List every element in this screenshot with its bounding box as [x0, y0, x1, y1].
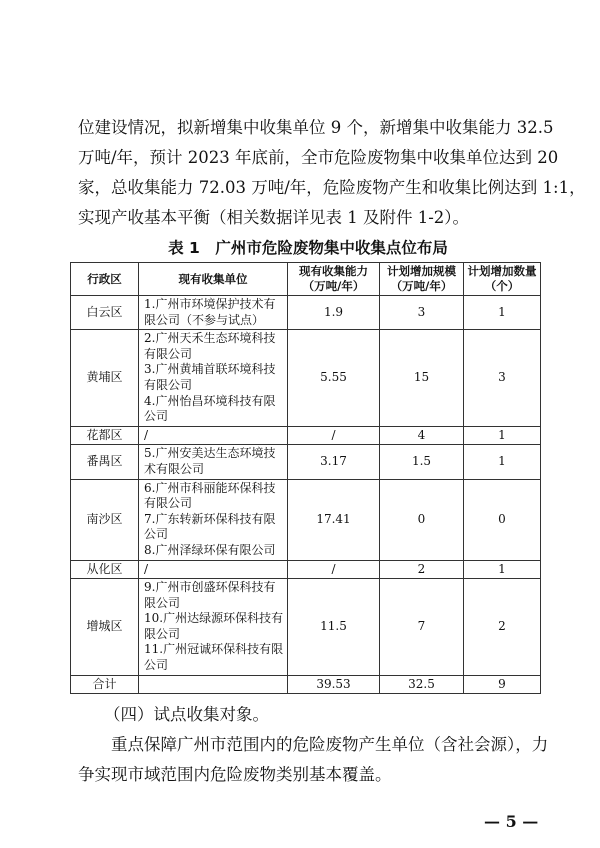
plan-count-cell: 3: [464, 330, 541, 427]
total-plan-count: 9: [464, 675, 541, 694]
district-cell: 南沙区: [71, 479, 139, 560]
capacity-cell: 1.9: [288, 296, 380, 330]
table-header-row: [71, 263, 541, 296]
capacity-cell: /: [288, 426, 380, 445]
plan-count-cell: 0: [464, 479, 541, 560]
plan-count-cell: 1: [464, 560, 541, 579]
text-line: 万吨/年，预计 2023 年底前，全市危险废物集中收集单位达到 20: [78, 148, 559, 167]
unit-name: /: [144, 427, 149, 442]
intro-paragraph: [70, 113, 586, 233]
header-capacity: 现有收集能力（万吨/年）: [288, 263, 380, 296]
page-content: [70, 113, 586, 790]
unit-name: 5.广州安美达生态环境技术有限公司: [144, 446, 276, 476]
plan-scale-cell: 2: [380, 560, 464, 579]
unit-name: 2.广州天禾生态环境科技有限公司: [144, 331, 276, 361]
capacity-cell: /: [288, 560, 380, 579]
capacity-cell: 11.5: [288, 579, 380, 676]
table-total-row: [71, 675, 541, 694]
text-line: 争实现市域范围内危险废物类别基本覆盖。: [78, 765, 392, 785]
unit-name: 10.广州达绿源环保科技有限公司: [144, 611, 284, 641]
table-row: [71, 479, 541, 560]
plan-scale-cell: 1.5: [380, 445, 464, 479]
table-row: [71, 579, 541, 676]
table-row: [71, 296, 541, 330]
capacity-cell: 5.55: [288, 330, 380, 427]
table-row: [71, 330, 541, 427]
unit-name: 11.广州冠诚环保科技有限公司: [144, 642, 284, 673]
plan-count-cell: 2: [464, 579, 541, 676]
table-row: [71, 445, 541, 479]
plan-scale-cell: 3: [380, 296, 464, 330]
unit-name: 7.广东转新环保科技有限公司: [144, 511, 276, 542]
plan-count-cell: 1: [464, 445, 541, 479]
units-cell: [139, 445, 288, 479]
unit-name: 4.广州怡昌环境科技有限公司: [144, 393, 276, 424]
unit-name: 8.广州泽绿环保有限公司: [144, 542, 276, 557]
district-cell: 从化区: [71, 560, 139, 579]
header-district: 行政区: [71, 263, 139, 296]
district-cell: 增城区: [71, 579, 139, 676]
total-plan-scale: 32.5: [380, 675, 464, 694]
header-plan-scale: 计划增加规模（万吨/年）: [380, 263, 464, 296]
collection-points-table: [70, 262, 541, 694]
plan-scale-cell: 15: [380, 330, 464, 427]
capacity-cell: 17.41: [288, 479, 380, 560]
district-cell: 番禺区: [71, 445, 139, 479]
header-units: 现有收集单位: [139, 263, 288, 296]
table-row: [71, 426, 541, 445]
unit-name: 6.广州市科丽能环保科技有限公司: [144, 480, 276, 511]
units-cell: [139, 560, 288, 579]
table-row: [71, 560, 541, 579]
units-cell: [139, 479, 288, 560]
units-cell: [139, 296, 288, 330]
capacity-cell: 3.17: [288, 445, 380, 479]
page-number: — 5 —: [484, 812, 539, 831]
units-cell: [139, 330, 288, 427]
text-line: 重点保障广州市范围内的危险废物产生单位（含社会源），力: [78, 735, 549, 755]
section-heading: （四）试点收集对象。: [104, 705, 269, 725]
unit-name: /: [144, 561, 149, 576]
plan-scale-cell: 7: [380, 579, 464, 676]
units-cell: [139, 426, 288, 445]
units-cell: [139, 579, 288, 676]
plan-count-cell: 1: [464, 426, 541, 445]
table-title: 表 1 广州市危险废物集中收集点位布局: [168, 239, 448, 257]
plan-scale-cell: 4: [380, 426, 464, 445]
unit-name: 9.广州市创盛环保科技有限公司: [144, 580, 276, 610]
total-capacity: 39.53: [288, 675, 380, 694]
text-line: 实现产收基本平衡（相关数据详见表 1 及附件 1-2）。: [78, 208, 470, 227]
unit-name: 1.广州市环境保护技术有限公司（不参与试点）: [144, 297, 276, 327]
closing-paragraph: [70, 730, 549, 790]
total-label: 合计: [71, 675, 139, 694]
plan-count-cell: 1: [464, 296, 541, 330]
unit-name: 3.广州黄埔首联环境科技有限公司: [144, 362, 276, 392]
text-line: 家，总收集能力 72.03 万吨/年，危险废物产生和收集比例达到 1:1，: [78, 178, 586, 197]
text-line: 位建设情况，拟新增集中收集单位 9 个，新增集中收集能力 32.5: [78, 118, 554, 137]
district-cell: 花都区: [71, 426, 139, 445]
district-cell: 白云区: [71, 296, 139, 330]
header-plan-count: 计划增加数量（个）: [464, 263, 541, 296]
total-units: [139, 675, 288, 694]
district-cell: 黄埔区: [71, 330, 139, 427]
plan-scale-cell: 0: [380, 479, 464, 560]
